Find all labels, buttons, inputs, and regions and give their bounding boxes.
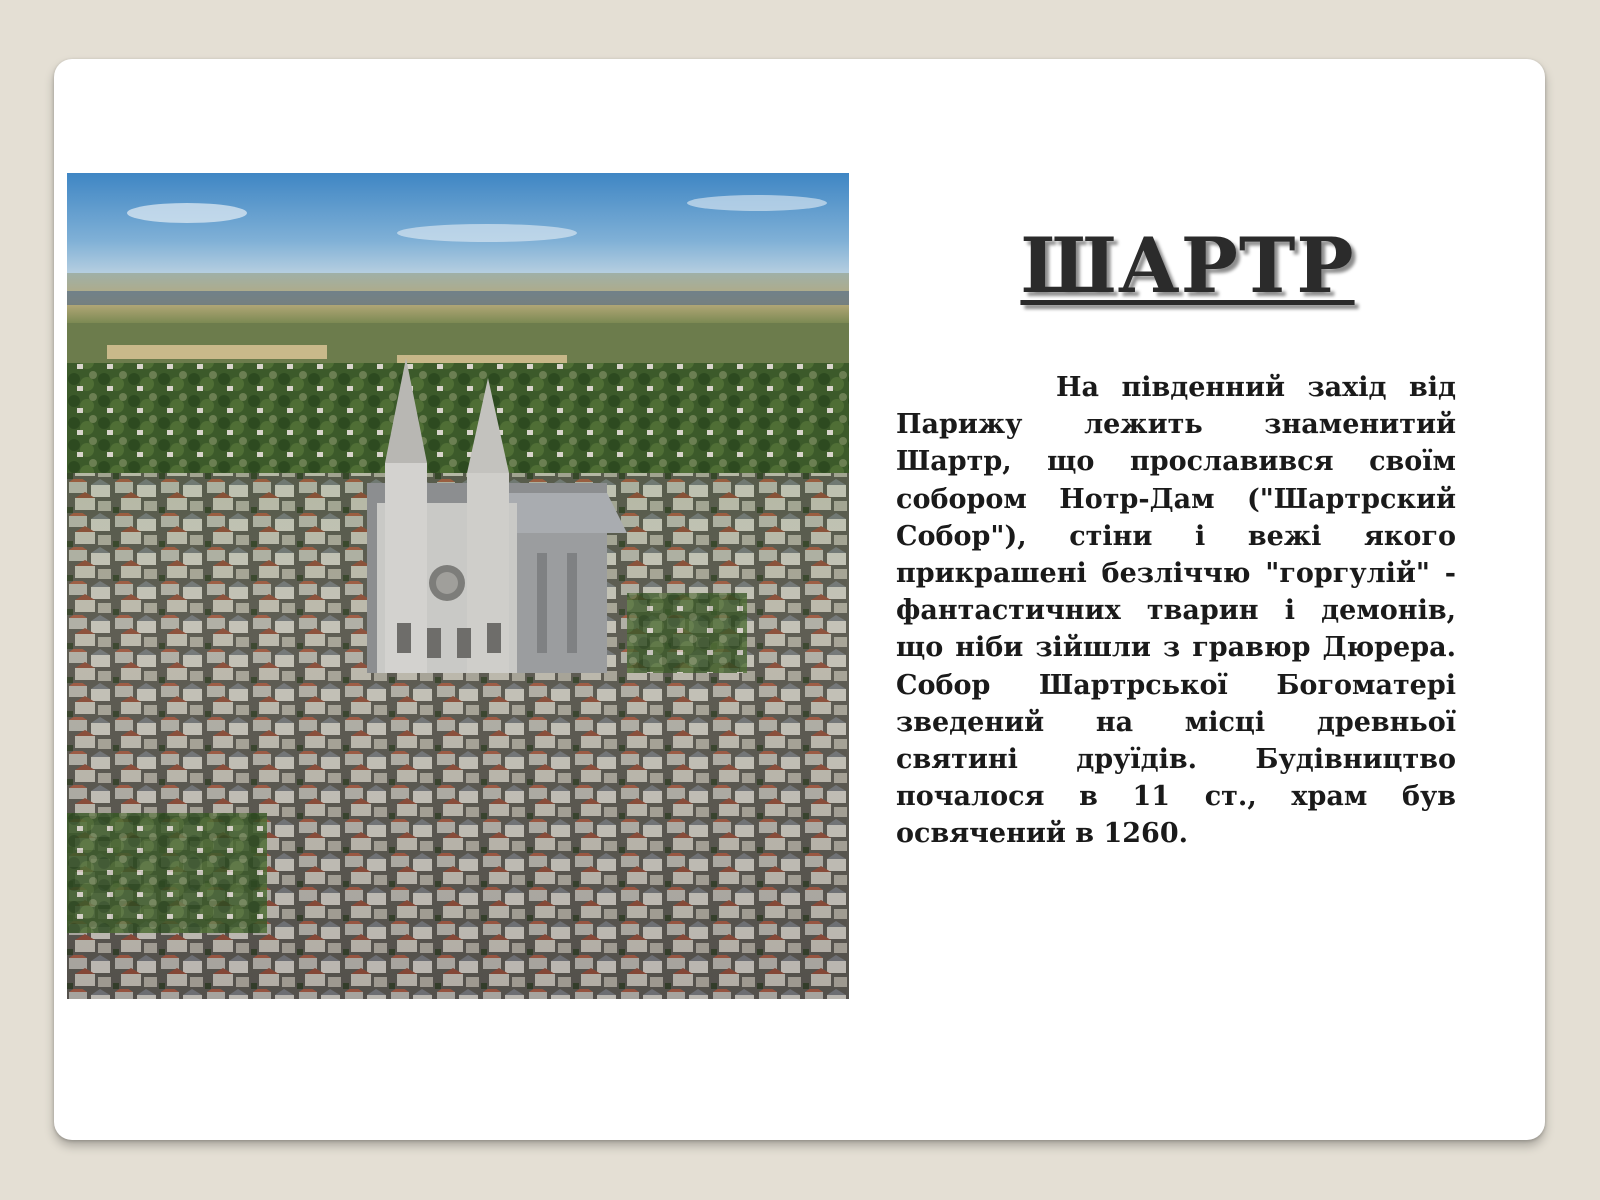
slide-body-text: На південний захід від Парижу лежить знаменитий Шартр, що прославився своїм собором Нотр-Дам ("Шартрский Собор"), стіни і вежі якого прикрашені безліччю "горгулій" - фантастичних тварин і демонів, що ніби зійшли з гравюр Дюрера. Собор Шартрської Богоматері зведений на місці древньої святині друїдів. Будівництво почалося в 11 ст., храм був освячений в 1260. <box>896 372 1456 850</box>
slide-title: ШАРТР <box>1020 221 1355 310</box>
aerial-city-cathedral-photo <box>67 173 849 999</box>
cathedral-aerial-photo <box>67 173 849 999</box>
